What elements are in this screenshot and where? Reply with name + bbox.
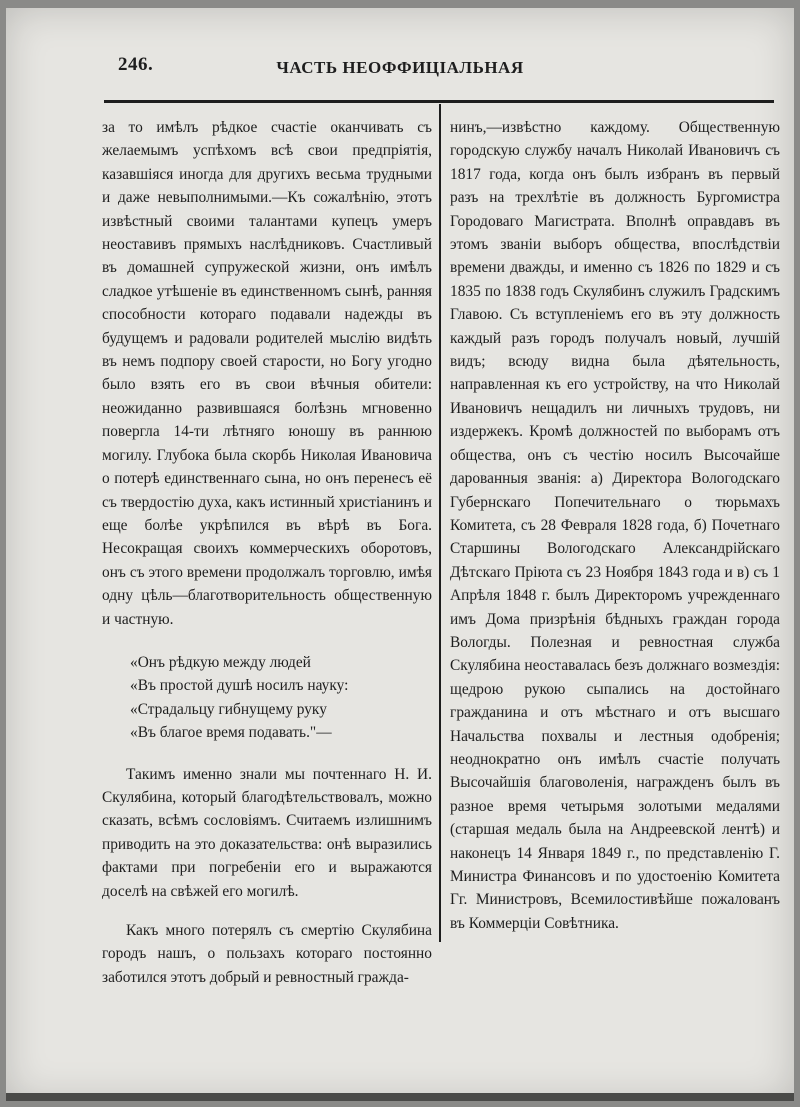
page-header [6, 8, 794, 108]
right-paragraph-1: нинъ,—извѣстно каждому. Общественную городскую службу началъ Николай Ивановичъ съ 1817 года, когда онъ былъ избранъ въ первый разъ на трехлѣтіе въ должность Бургомистра Городоваго Магистрата. Вполнѣ оправдавъ въ этомъ званіи выборъ общества, впослѣдствіи времени дважды, и именно съ 1826 по 1829 и съ 1835 по 1838 годъ Скулябинъ служилъ Градскимъ Главою. Съ вступленіемъ его въ эту должность каждый разъ городъ получалъ новый, лучшій видъ; всюду видна была дѣятельность, направленная къ его устройству, на что Николай Ивановичъ нещадилъ ни личныхъ трудовъ, ни издержекъ. Кромѣ должностей по выборамъ отъ общества, онъ съ честію носилъ Высочайше дарованныя званія: а) Директора Вологодскаго Губернскаго Попечительнаго о тюрьмахъ Комитета, съ 28 Февраля 1828 года, б) Почетнаго Старшины Вологодскаго Александрійскаго Дѣтскаго Пріюта съ 23 Ноября 1843 года и в) съ 1 Апрѣля 1848 г. былъ Директоромъ учрежденнаго имъ Дома призрѣнія бѣдныхъ граждан города Вологды. Полезная и ревностная служба Скулябина неоставалась безъ должнаго возмездія: щедрою рукою сыпались на достойнаго гражданина и отъ мѣстнаго и отъ высшаго Начальства похвалы и лестныя одобренія; неоднократно онъ имѣлъ счастіе получать Высочайшія благоволенія, награжденъ былъ въ разное время четырьмя золотыми медалями (старшая медаль была на Андреевской лентѣ) и наконецъ 14 Января 1849 г., по представленію Г. Министра Финансовъ и по удостоенію Комитета Гг. Министровъ, Всемилостивѣйше пожалованъ въ Коммерціи Совѣтника. [450, 119, 780, 932]
verse-line: «Онъ рѣдкую между людей [130, 653, 311, 671]
verse-line: «Въ простой душѣ носилъ науку: [130, 677, 349, 695]
section-title: ЧАСТЬ НЕОФФИЦІАЛЬНАЯ [276, 58, 524, 77]
page-number: 246. [118, 54, 154, 75]
page-bottom-edge [6, 1093, 794, 1101]
verse-line: «Въ благое время подавать."— [130, 724, 332, 742]
left-paragraph-2: Такимъ именно знали мы почтеннаго Н. И. Скулябина, который благодѣтельствовалъ, можно сказать, всѣмъ сословіямъ. Считаемъ излишнимъ приводить на это доказательства: онѣ выразились фактами при погребеніи его и выражаются доселѣ на свѣжей его могилѣ. [102, 765, 432, 900]
left-column [102, 116, 432, 989]
column-divider [439, 104, 441, 942]
left-paragraph-1: за то имѣлъ рѣдкое счастіе оканчивать съ желаемымъ успѣхомъ всѣ свои предпріятія, казавшіяся иногда для другихъ весьма трудными и даже невыполнимыми.—Къ сожалѣнію, этотъ извѣстный своими талантами купецъ умеръ неоставивъ прямыхъ наслѣдниковъ. Счастливый въ домашней супружеской жизни, онъ имѣлъ сладкое утѣшеніе въ единственномъ сынѣ, ранняя способности котораго подавали надежды въ будущемъ и радовали родителей мыслію видѣть въ немъ подпору своей старости, но Богу угодно было взять его въ свои вѣчныя обители: неожиданно развившаяся болѣзнь мгновенно повергла 14-ти лѣтняго юношу въ раннюю могилу. Глубока была скорбь Николая Ивановича о потерѣ единственнаго сына, но онъ перенесъ её съ твердостію духа, какъ истинный христіанинъ и еще болѣе укрѣпился въ вѣрѣ въ Бога. Несокращая своихъ коммерческихъ оборотовъ, онъ съ этого времени продолжалъ торговлю, имѣя одну цѣль—благотворительность общественную и частную. [102, 119, 432, 628]
verse-quote [130, 651, 432, 745]
header-rule [104, 100, 774, 103]
left-paragraph-3: Какъ много потерялъ съ смертію Скулябина городъ нашъ, о пользахъ котораго постоянно заботился этотъ добрый и ревностный гражда- [102, 922, 432, 986]
newspaper-page [6, 8, 794, 1101]
right-column [450, 116, 780, 935]
verse-line: «Страдальцу гибнущему руку [130, 700, 327, 718]
